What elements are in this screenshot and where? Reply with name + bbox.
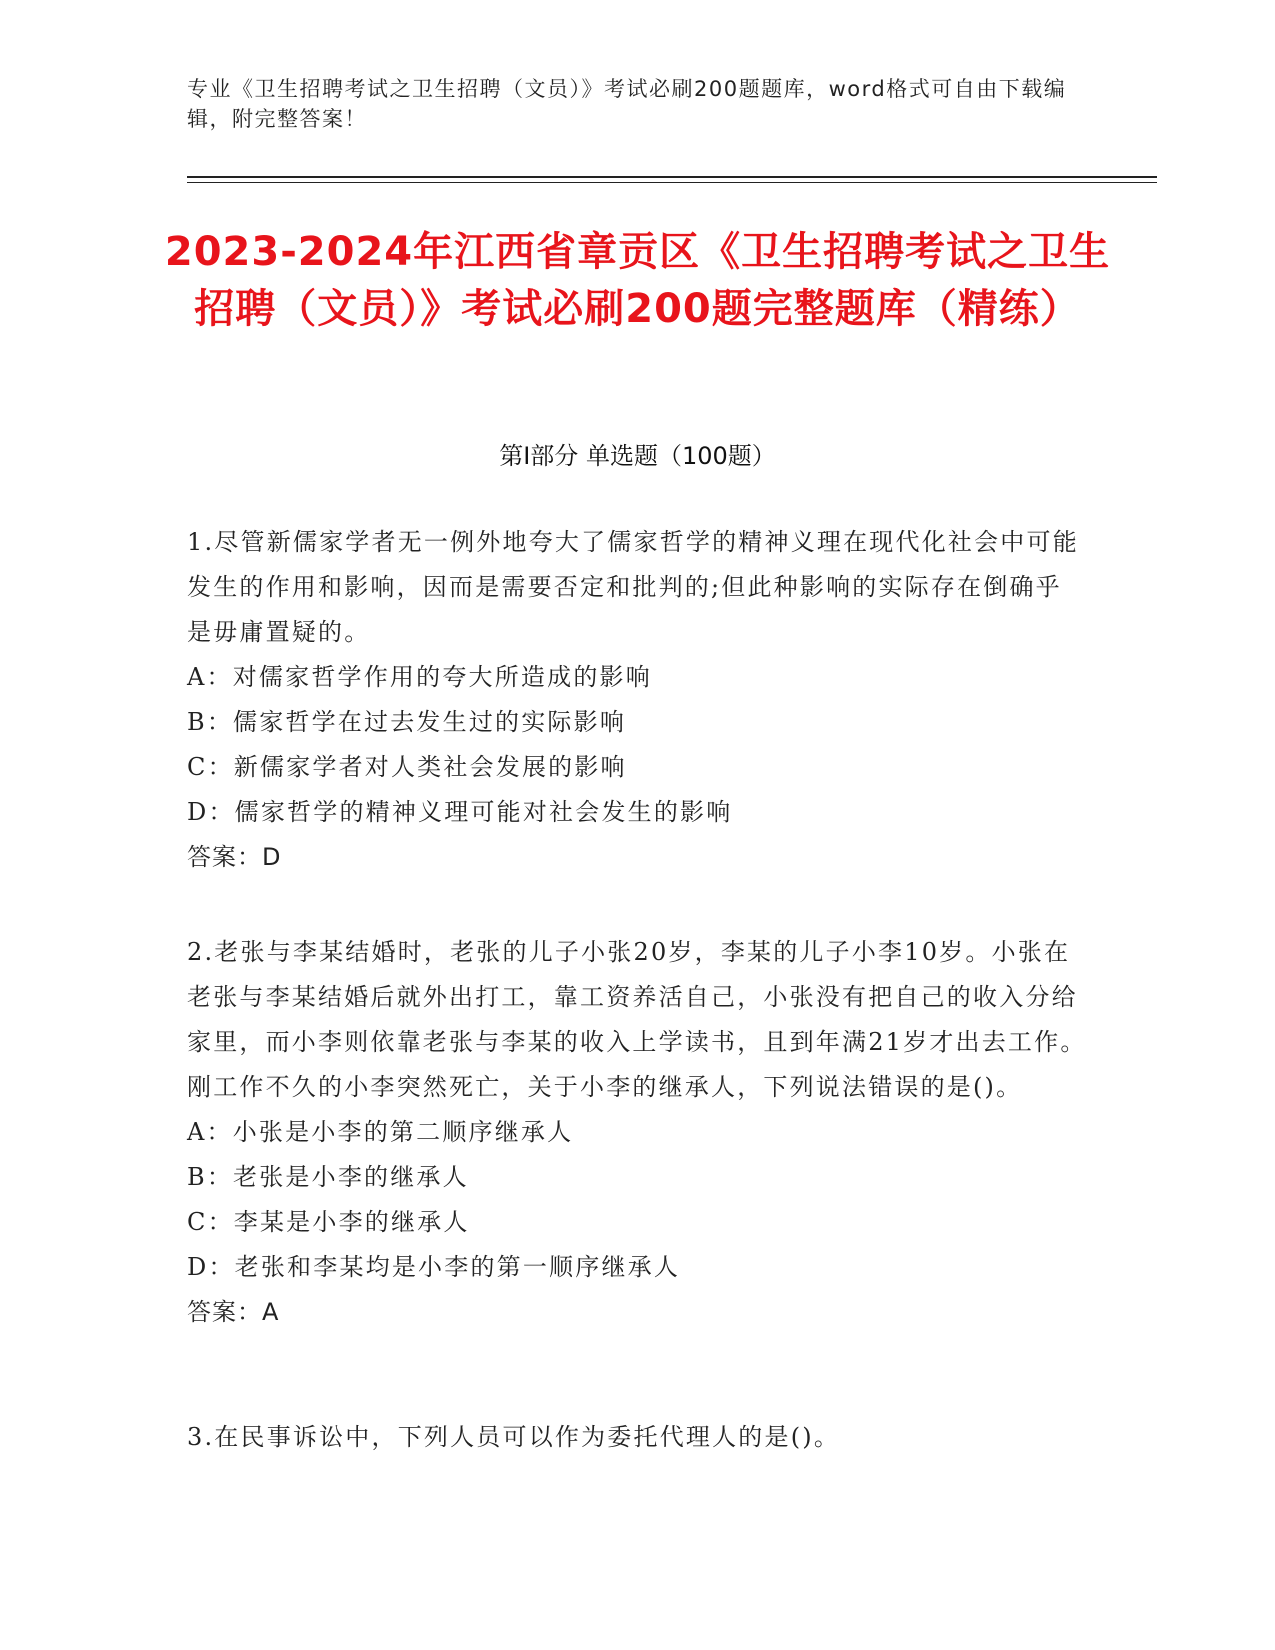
option-d: D：儒家哲学的精神义理可能对社会发生的影响 xyxy=(187,798,733,826)
question-stem: 2.老张与李某结婚时，老张的儿子小张20岁，李某的儿子小李10岁。小张在老张与李某结婚后就外出打工，靠工资养活自己，小张没有把自己的收入分给家里，而小李则依靠老张与李某的收入上学读书，且到年满21岁才出去工作。刚工作不久的小李突然死亡，关于小李的继承人，下列说法错误的是()。 xyxy=(187,938,1087,1101)
answer: 答案：D xyxy=(187,843,282,871)
question-stem: 3.在民事诉讼中，下列人员可以作为委托代理人的是()。 xyxy=(187,1423,841,1451)
header-divider-thin xyxy=(187,182,1157,183)
option-c: C：新儒家学者对人类社会发展的影响 xyxy=(187,753,627,781)
option-a: A：对儒家哲学作用的夸大所造成的影响 xyxy=(187,663,652,691)
header-divider xyxy=(187,176,1157,178)
option-c: C：李某是小李的继承人 xyxy=(187,1208,470,1236)
question-1 xyxy=(187,520,1087,880)
document-title: 2023-2024年江西省章贡区《卫生招聘考试之卫生招聘（文员）》考试必刷200题完整题库（精练） xyxy=(164,229,1111,332)
question-2 xyxy=(187,930,1087,1335)
option-d: D：老张和李某均是小李的第一顺序继承人 xyxy=(187,1253,681,1281)
section-heading: 第Ⅰ部分 单选题（100题） xyxy=(499,442,776,470)
header-note: 专业《卫生招聘考试之卫生招聘（文员）》考试必刷200题题库，word格式可自由下载编辑，附完整答案！ xyxy=(187,77,1067,131)
question-stem: 1.尽管新儒家学者无一例外地夸大了儒家哲学的精神义理在现代化社会中可能发生的作用和影响，因而是需要否定和批判的;但此种影响的实际存在倒确乎是毋庸置疑的。 xyxy=(187,528,1079,646)
answer: 答案：A xyxy=(187,1298,280,1326)
question-3 xyxy=(187,1415,1087,1460)
option-b: B：老张是小李的继承人 xyxy=(187,1163,469,1191)
option-b: B：儒家哲学在过去发生过的实际影响 xyxy=(187,708,627,736)
option-a: A：小张是小李的第二顺序继承人 xyxy=(187,1118,574,1146)
